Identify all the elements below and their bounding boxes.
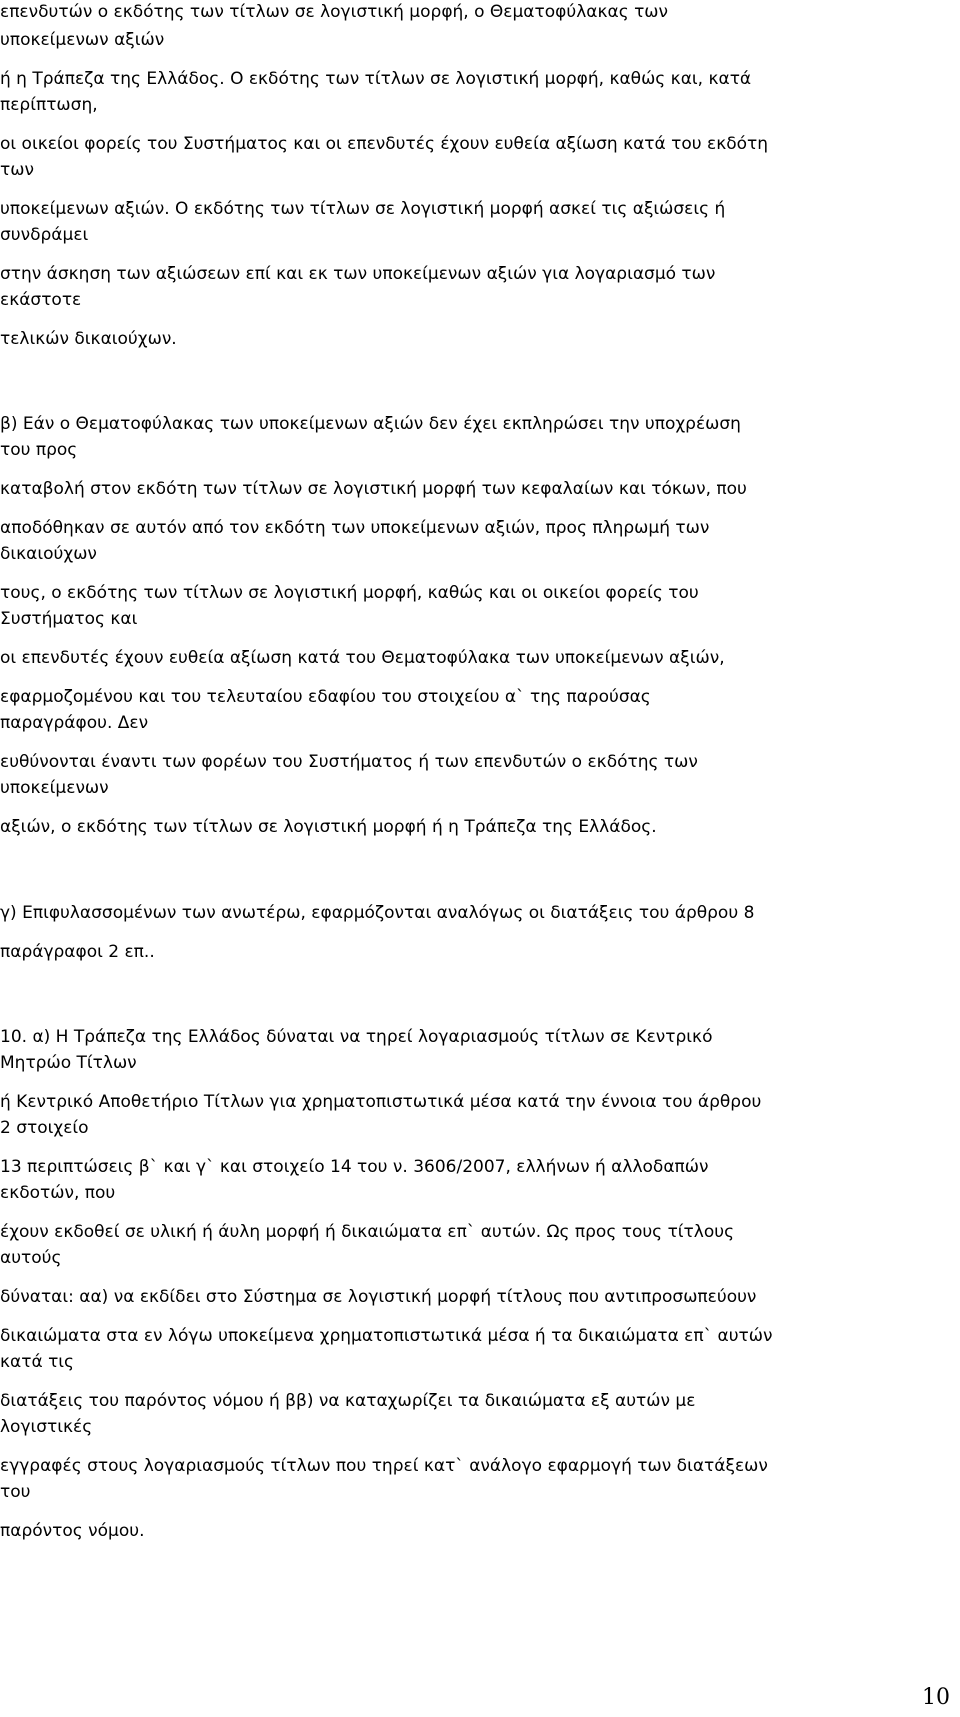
text-line: αυτούς [0,1248,62,1268]
text-line: παραγράφου. Δεν [0,713,149,733]
text-line: β) Εάν ο Θεματοφύλακας των υποκείμενων αξιών δεν έχει εκπληρώσει την υποχρέωση [0,414,741,434]
text-line: παράγραφοι 2 επ.. [0,942,155,962]
text-line: ή η Τράπεζα της Ελλάδος. Ο εκδότης των τίτλων σε λογιστική μορφή, καθώς και, κατά [0,69,752,89]
text-line: αξιών, ο εκδότης των τίτλων σε λογιστική μορφή ή η Τράπεζα της Ελλάδος. [0,817,657,837]
text-line: δικαιούχων [0,544,97,564]
text-line: υποκείμενων αξιών. Ο εκδότης των τίτλων σε λογιστική μορφή ασκεί τις αξιώσεις ή [0,199,726,219]
text-line: εκάστοτε [0,290,82,310]
text-line: έχουν εκδοθεί σε υλική ή άυλη μορφή ή δικαιώματα επ` αυτών. Ως προς τους τίτλους [0,1222,735,1242]
text-line: 2 στοιχείο [0,1118,89,1138]
text-line: των [0,160,34,180]
text-line: Συστήματος και [0,609,138,629]
text-line: Μητρώο Τίτλων [0,1053,137,1073]
text-line: 10. α) Η Τράπεζα της Ελλάδος δύναται να τηρεί λογαριασμούς τίτλων σε Κεντρικό [0,1027,713,1047]
text-line: ευθύνονται έναντι των φορέων του Συστήματος ή των επενδυτών ο εκδότης των [0,752,698,772]
text-line: τελικών δικαιούχων. [0,329,177,349]
text-line: υποκείμενων [0,778,109,798]
text-line: τους, ο εκδότης των τίτλων σε λογιστική μορφή, καθώς και οι οικείοι φορείς του [0,583,699,603]
text-line: περίπτωση, [0,95,98,115]
text-line: του [0,1482,31,1502]
text-line: καταβολή στον εκδότη των τίτλων σε λογιστική μορφή των κεφαλαίων και τόκων, που [0,479,747,499]
text-line: διατάξεις του παρόντος νόμου ή ββ) να καταχωρίζει τα δικαιώματα εξ αυτών με [0,1391,696,1411]
text-line: οι οικείοι φορείς του Συστήματος και οι επενδυτές έχουν ευθεία αξίωση κατά του εκδότη [0,134,769,154]
text-line: υποκείμενων αξιών [0,30,165,50]
text-line: στην άσκηση των αξιώσεων επί και εκ των υποκείμενων αξιών για λογαριασμό των [0,264,716,284]
text-line: συνδράμει [0,225,89,245]
text-line: εγγραφές στους λογαριασμούς τίτλων που τηρεί κατ` ανάλογο εφαρμογή των διατάξεων [0,1456,768,1476]
text-line: 13 περιπτώσεις β` και γ` και στοιχείο 14 του ν. 3606/2007, ελλήνων ή αλλοδαπών [0,1157,709,1177]
text-line: οι επενδυτές έχουν ευθεία αξίωση κατά του Θεματοφύλακα των υποκείμενων αξιών, [0,648,725,668]
text-line: δύναται: αα) να εκδίδει στο Σύστημα σε λογιστική μορφή τίτλους που αντιπροσωπεύουν [0,1287,757,1307]
text-line: κατά τις [0,1352,75,1372]
text-line: του προς [0,440,78,460]
text-line: ή Κεντρικό Αποθετήριο Τίτλων για χρηματοπιστωτικά μέσα κατά την έννοια του άρθρου [0,1092,762,1112]
page-number: 10 [922,1685,950,1710]
text-line: δικαιώματα στα εν λόγω υποκείμενα χρηματοπιστωτικά μέσα ή τα δικαιώματα επ` αυτών [0,1326,773,1346]
text-line: λογιστικές [0,1417,93,1437]
text-line: γ) Επιφυλασσομένων των ανωτέρω, εφαρμόζονται αναλόγως οι διατάξεις του άρθρου 8 [0,903,755,923]
text-line: εκδοτών, που [0,1183,116,1203]
text-line: παρόντος νόμου. [0,1521,145,1541]
text-line: επενδυτών ο εκδότης των τίτλων σε λογιστική μορφή, ο Θεματοφύλακας των [0,2,669,22]
text-line: εφαρμοζομένου και του τελευταίου εδαφίου του στοιχείου α` της παρούσας [0,687,651,707]
text-line: αποδόθηκαν σε αυτόν από τον εκδότη των υποκείμενων αξιών, προς πληρωμή των [0,518,710,538]
